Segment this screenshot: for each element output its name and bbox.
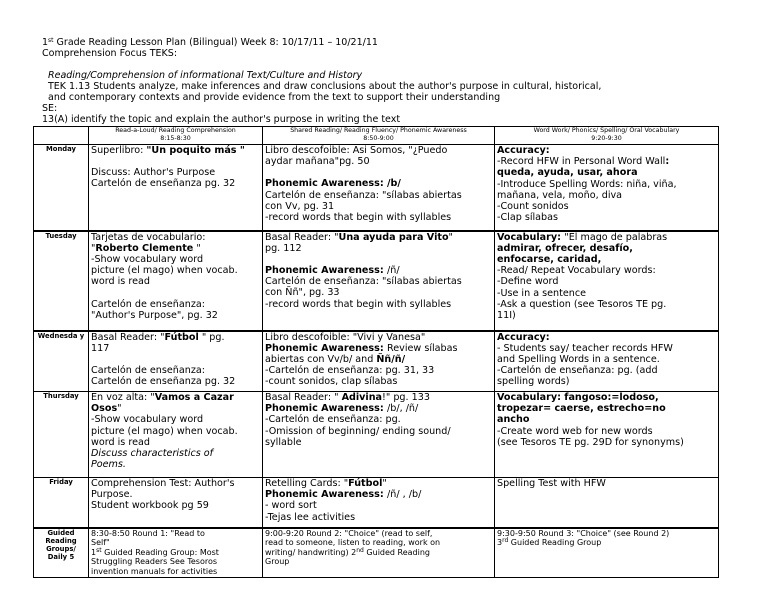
day-label-friday: Friday: [34, 478, 89, 528]
wednesday-shared-reading: Libro descofoible: "Vivi y Vanesa" Phonemic Awareness: Review sílabas abiertas con Vv/b/ and Ññ/ñ/ -Cartelón de enseñanza: pg. 31, 33 -count sonidos, clap sílabas: [263, 331, 495, 392]
thursday-shared-reading: Basal Reader: " Adivina!" pg. 133 Phonemic Awareness: /b/, /ñ/ -Cartelón de enseñanza: pg. -Omission of beginning/ ending sound/ syllable: [263, 392, 495, 478]
tuesday-read-aloud: Tarjetas de vocabulario: "Roberto Clemente " -Show vocabulary word picture (el mago) when vocab. word is read Cartelón de enseñanza: "Author's Purpose", pg. 32: [89, 231, 263, 331]
lesson-plan-title: 1st Grade Reading Lesson Plan (Bilingual) Week 8: 10/17/11 – 10/21/11: [42, 37, 378, 48]
column-header-shared-reading: Shared Reading/ Reading Fluency/ Phonemic Awareness 8:50-9:00: [263, 127, 495, 145]
wednesday-read-aloud: Basal Reader: "Fútbol " pg. 117 Cartelón de enseñanza: Cartelón de enseñanza pg. 32: [89, 331, 263, 392]
monday-read-aloud: Superlibro: "Un poquito más " Discuss: Author's Purpose Cartelón de enseñanza pg. 32: [89, 145, 263, 231]
guided-round-1: 8:30-8:50 Round 1: "Read to Self" 1st Guided Reading Group: Most Struggling Readers See Tesoros invention manuals for activities: [89, 528, 263, 578]
lesson-plan-table: [33, 126, 719, 578]
monday-shared-reading: Libro descofoible: Asi Somos, "¿Puedo aydar mañana"pg. 50 Phonemic Awareness: /b/ Cartelón de enseñanza: "sílabas abiertas con Vv, pg. 31 -record words that begin with syllables: [263, 145, 495, 231]
row-monday: [34, 145, 719, 231]
column-header-word-work: Word Work/ Phonics/ Spelling/ Oral Vocabulary 9:20-9:30: [495, 127, 719, 145]
day-label-tuesday: Tuesday: [34, 231, 89, 331]
thursday-read-aloud: En voz alta: "Vamos a Cazar Osos" -Show vocabulary word picture (el mago) when vocab. word is read Discuss characteristics of Poems.: [89, 392, 263, 478]
guided-round-3: 9:30-9:50 Round 3: "Choice" (see Round 2) 3rd Guided Reading Group: [495, 528, 719, 578]
row-wednesday: [34, 331, 719, 392]
header-row: [34, 127, 719, 145]
row-friday: [34, 478, 719, 528]
thursday-word-work: Vocabulary: fangoso:=lodoso, tropezar= caerse, estrecho=no ancho -Create word web for new words (see Tesoros TE pg. 29D for synonyms): [495, 392, 719, 478]
row-guided-reading: [34, 528, 719, 578]
se-label: SE:: [42, 103, 58, 114]
tuesday-shared-reading: Basal Reader: "Una ayuda para Vito" pg. 112 Phonemic Awareness: /ñ/ Cartelón de enseñanza: "sílabas abiertas con Ññ", pg. 33 -record words that begin with syllables: [263, 231, 495, 331]
day-label-monday: Monday: [34, 145, 89, 231]
friday-word-work: Spelling Test with HFW: [495, 478, 719, 528]
wednesday-word-work: Accuracy: - Students say/ teacher records HFW and Spelling Words in a sentence. -Cartelón de enseñanza: pg. (add spelling words): [495, 331, 719, 392]
row-thursday: [34, 392, 719, 478]
tek-description: TEK 1.13 Students analyze, make inferences and draw conclusions about the author's purpose in cultural, historical,: [48, 81, 602, 92]
friday-shared-reading: Retelling Cards: "Fútbol" Phonemic Awareness: /ñ/ , /b/ - word sort -Tejas lee activities: [263, 478, 495, 528]
monday-word-work: Accuracy: -Record HFW in Personal Word Wall: queda, ayuda, usar, ahora -Introduce Spelling Words: niña, viña, mañana, vela, moño, diva -Count sonidos -Clap sílabas: [495, 145, 719, 231]
se-objective: 13(A) identify the topic and explain the author's purpose in writing the text: [42, 114, 401, 125]
tuesday-word-work: Vocabulary: "El mago de palabras admirar, ofrecer, desafío, enfocarse, caridad, -Read/ Repeat Vocabulary words: -Define word -Use in a sentence -Ask a question (see Tesoros TE pg. 11I): [495, 231, 719, 331]
day-label-thursday: Thursday: [34, 392, 89, 478]
teks-strand: Reading/Comprehension of informational Text/Culture and History: [48, 70, 363, 81]
comprehension-focus: Comprehension Focus TEKS:: [42, 48, 178, 59]
corner-cell: [34, 127, 89, 145]
row-tuesday: [34, 231, 719, 331]
day-label-wednesday: Wednesda y: [34, 331, 89, 392]
friday-read-aloud: Comprehension Test: Author's Purpose. Student workbook pg 59: [89, 478, 263, 528]
guided-round-2: 9:00-9:20 Round 2: "Choice" (read to self, read to someone, listen to reading, work on writing/ handwriting) 2nd Guided Reading Group: [263, 528, 495, 578]
column-header-read-aloud: Read-a-Loud/ Reading Comprehension 8:15-8:30: [89, 127, 263, 145]
tek-description-cont: and contemporary contexts and provide evidence from the text to support their understanding: [48, 92, 501, 103]
day-label-guided-reading: Guided Reading Groups/ Daily 5: [34, 528, 89, 578]
